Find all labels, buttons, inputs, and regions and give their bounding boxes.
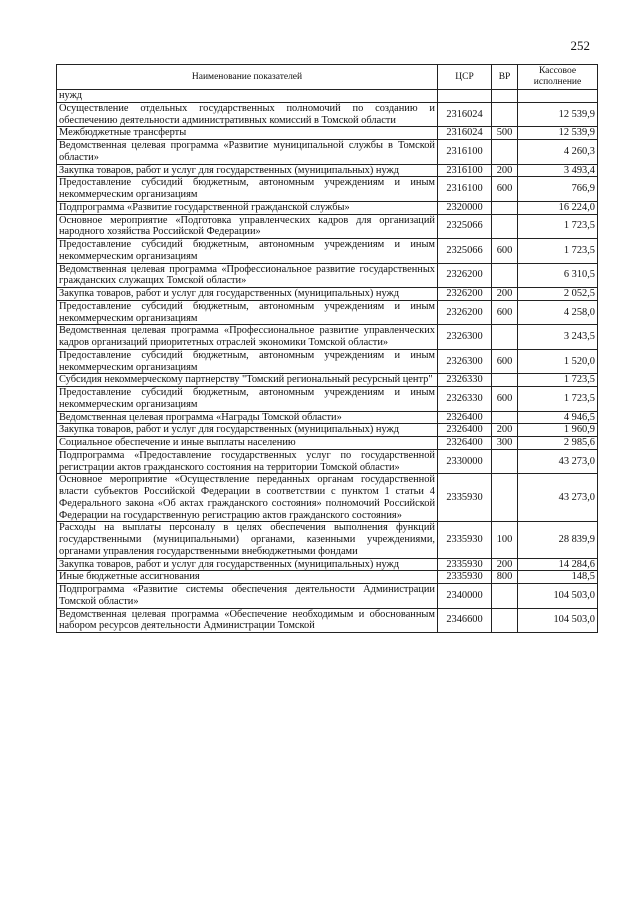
table-row [57,437,598,450]
row-csr-cell: 2326200 [438,263,492,288]
row-name-cell: Осуществление отдельных государственных полномочий по созданию и обеспечению деятельности административных комиссий в Томской области [57,102,438,127]
row-name-cell: Предоставление субсидий бюджетным, автономным учреждениям и иным некоммерческим организациям [57,300,438,325]
table-row [57,214,598,239]
row-amount-cell: 1 723,5 [518,239,598,264]
row-amount-cell: 14 284,6 [518,558,598,571]
row-name-cell: Ведомственная целевая программа «Развитие муниципальной службы в Томской области» [57,140,438,165]
table-row [57,474,598,522]
row-amount-cell: 104 503,0 [518,584,598,609]
row-amount-cell: 28 839,9 [518,522,598,558]
row-csr-cell: 2326200 [438,300,492,325]
row-amount-cell: 2 985,6 [518,437,598,450]
row-amount-cell: 1 723,5 [518,214,598,239]
table-row [57,584,598,609]
row-vr-cell: 800 [492,571,518,584]
row-amount-cell: 43 273,0 [518,474,598,522]
row-csr-cell: 2326400 [438,411,492,424]
row-amount-cell: 43 273,0 [518,449,598,474]
table-row [57,571,598,584]
row-vr-cell [492,374,518,387]
row-csr-cell: 2325066 [438,214,492,239]
row-vr-cell: 600 [492,177,518,202]
row-vr-cell [492,608,518,633]
row-vr-cell: 600 [492,387,518,412]
row-amount-cell: 148,5 [518,571,598,584]
row-amount-cell: 766,9 [518,177,598,202]
row-vr-cell [492,263,518,288]
row-name-cell: Подпрограмма «Предоставление государственных услуг по государственной регистрации актов гражданского состояния на территории Томской области» [57,449,438,474]
row-vr-cell [492,411,518,424]
table-row [57,608,598,633]
row-name-cell: Социальное обеспечение и иные выплаты населению [57,437,438,450]
row-csr-cell: 2325066 [438,239,492,264]
row-vr-cell [492,584,518,609]
row-vr-cell: 200 [492,164,518,177]
row-csr-cell: 2326200 [438,288,492,301]
table-row [57,90,598,103]
row-amount-cell: 3 243,5 [518,325,598,350]
row-amount-cell: 1 723,5 [518,387,598,412]
row-vr-cell: 200 [492,558,518,571]
row-vr-cell [492,102,518,127]
row-name-cell: Предоставление субсидий бюджетным, автономным учреждениям и иным некоммерческим организациям [57,349,438,374]
header-amount: Кассовое исполнение [518,65,598,90]
row-name-cell: нужд [57,90,438,103]
table-row [57,239,598,264]
row-name-cell: Закупка товаров, работ и услуг для государственных (муниципальных) нужд [57,424,438,437]
table-row [57,411,598,424]
row-vr-cell: 300 [492,437,518,450]
row-name-cell: Ведомственная целевая программа «Профессиональное развитие государственных гражданских служащих Томской области» [57,263,438,288]
table-row [57,522,598,558]
row-name-cell: Ведомственная целевая программа «Награды Томской области» [57,411,438,424]
row-amount-cell: 4 946,5 [518,411,598,424]
header-vr: ВР [492,65,518,90]
table-row [57,102,598,127]
row-csr-cell [438,90,492,103]
row-vr-cell: 500 [492,127,518,140]
row-csr-cell: 2330000 [438,449,492,474]
row-amount-cell: 12 539,9 [518,127,598,140]
row-amount-cell: 4 258,0 [518,300,598,325]
row-csr-cell: 2346600 [438,608,492,633]
row-csr-cell: 2326330 [438,387,492,412]
table-row [57,300,598,325]
row-csr-cell: 2320000 [438,201,492,214]
row-name-cell: Субсидия некоммерческому партнерству "Томский региональный ресурсный центр" [57,374,438,387]
row-amount-cell [518,90,598,103]
row-csr-cell: 2335930 [438,571,492,584]
row-amount-cell: 16 224,0 [518,201,598,214]
row-amount-cell: 4 260,3 [518,140,598,165]
page-number: 252 [570,38,590,53]
row-amount-cell: 1 520,0 [518,349,598,374]
row-name-cell: Ведомственная целевая программа «Профессиональное развитие управленческих кадров организаций приоритетных отраслей экономики Томской области» [57,325,438,350]
table-row [57,177,598,202]
row-vr-cell: 200 [492,424,518,437]
header-name: Наименование показателей [57,65,438,90]
row-vr-cell [492,325,518,350]
row-vr-cell: 100 [492,522,518,558]
row-vr-cell: 200 [492,288,518,301]
row-csr-cell: 2326400 [438,424,492,437]
row-name-cell: Основное мероприятие «Подготовка управленческих кадров для организаций народного хозяйства Российской Федерации» [57,214,438,239]
table-row [57,288,598,301]
row-vr-cell: 600 [492,349,518,374]
table-row [57,263,598,288]
row-name-cell: Предоставление субсидий бюджетным, автономным учреждениям и иным некоммерческим организациям [57,239,438,264]
row-amount-cell: 3 493,4 [518,164,598,177]
row-name-cell: Предоставление субсидий бюджетным, автономным учреждениям и иным некоммерческим организациям [57,387,438,412]
row-amount-cell: 104 503,0 [518,608,598,633]
row-csr-cell: 2335930 [438,522,492,558]
row-vr-cell [492,201,518,214]
table-row [57,349,598,374]
row-csr-cell: 2326300 [438,349,492,374]
row-csr-cell: 2335930 [438,474,492,522]
row-vr-cell [492,214,518,239]
table-row [57,325,598,350]
row-csr-cell: 2326300 [438,325,492,350]
table-header-row [57,65,598,90]
row-name-cell: Закупка товаров, работ и услуг для государственных (муниципальных) нужд [57,558,438,571]
row-name-cell: Предоставление субсидий бюджетным, автономным учреждениям и иным некоммерческим организациям [57,177,438,202]
table-row [57,558,598,571]
row-csr-cell: 2316100 [438,164,492,177]
table-row [57,201,598,214]
row-csr-cell: 2340000 [438,584,492,609]
row-name-cell: Закупка товаров, работ и услуг для государственных (муниципальных) нужд [57,164,438,177]
row-name-cell: Закупка товаров, работ и услуг для государственных (муниципальных) нужд [57,288,438,301]
table-row [57,387,598,412]
row-vr-cell [492,474,518,522]
header-csr: ЦСР [438,65,492,90]
row-amount-cell: 1 960,9 [518,424,598,437]
row-name-cell: Иные бюджетные ассигнования [57,571,438,584]
table-row [57,424,598,437]
row-name-cell: Ведомственная целевая программа «Обеспечение необходимым и обоснованным набором ресурсов деятельности Администрации Томской [57,608,438,633]
row-vr-cell [492,140,518,165]
row-amount-cell: 2 052,5 [518,288,598,301]
table-body [57,90,598,633]
row-name-cell: Межбюджетные трансферты [57,127,438,140]
row-name-cell: Подпрограмма «Развитие государственной гражданской службы» [57,201,438,214]
table-row [57,164,598,177]
row-name-cell: Расходы на выплаты персоналу в целях обеспечения выполнения функций государственными (муниципальными) органами, казенными учреждениями, органами управления государственными внебюджетными фондами [57,522,438,558]
row-vr-cell [492,449,518,474]
budget-table [56,64,598,633]
table-row [57,127,598,140]
row-vr-cell [492,90,518,103]
row-amount-cell: 6 310,5 [518,263,598,288]
row-name-cell: Подпрограмма «Развитие системы обеспечения деятельности Администрации Томской области» [57,584,438,609]
row-csr-cell: 2326330 [438,374,492,387]
row-csr-cell: 2316100 [438,140,492,165]
row-name-cell: Основное мероприятие «Осуществление переданных органам государственной власти субъектов Российской Федерации в соответствии с пунктом 1 статьи 4 Федерального закона «Об актах гражданского состояния» полномочий Российской Федерации на государственную регистрацию актов гражданского состояния» [57,474,438,522]
row-amount-cell: 12 539,9 [518,102,598,127]
row-csr-cell: 2326400 [438,437,492,450]
row-csr-cell: 2316024 [438,127,492,140]
row-vr-cell: 600 [492,239,518,264]
row-vr-cell: 600 [492,300,518,325]
row-csr-cell: 2335930 [438,558,492,571]
table-row [57,140,598,165]
row-amount-cell: 1 723,5 [518,374,598,387]
row-csr-cell: 2316100 [438,177,492,202]
table-row [57,374,598,387]
table-row [57,449,598,474]
row-csr-cell: 2316024 [438,102,492,127]
